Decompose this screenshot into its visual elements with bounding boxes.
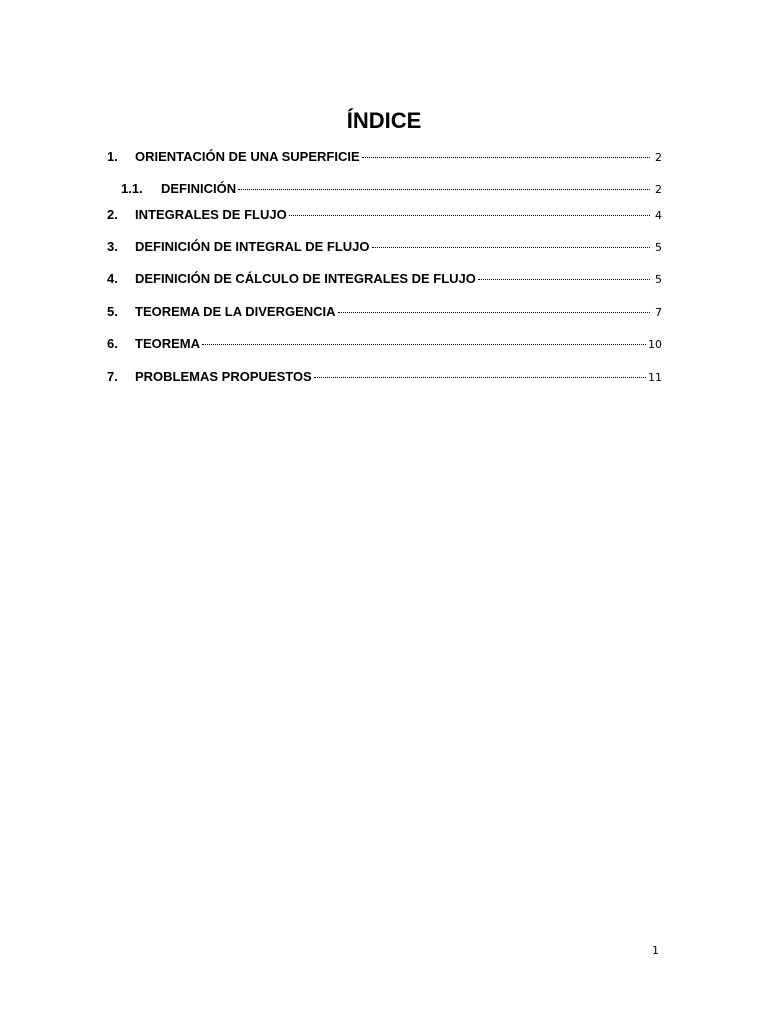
toc-dot-leader — [238, 175, 650, 190]
toc-entry-page: 7 — [655, 306, 662, 319]
toc-entry-number: 5. — [107, 304, 118, 319]
toc-entry-1-1[interactable] — [121, 178, 662, 196]
toc-entry-title: TEOREMA DE LA DIVERGENCIA — [135, 304, 336, 319]
toc-entry-title: DEFINICIÓN DE CÁLCULO DE INTEGRALES DE FLUJO — [135, 271, 476, 286]
toc-entry-title: DEFINICIÓN DE INTEGRAL DE FLUJO — [135, 239, 370, 254]
toc-entry-number: 2. — [107, 207, 118, 222]
toc-entry-2[interactable] — [107, 204, 662, 222]
toc-dot-leader — [338, 298, 650, 313]
toc-entry-1[interactable] — [107, 146, 662, 164]
toc-entry-page: 5 — [655, 241, 662, 254]
page-number: 1 — [652, 944, 659, 957]
toc-entry-title: INTEGRALES DE FLUJO — [135, 207, 287, 222]
toc-entry-4[interactable] — [107, 268, 662, 286]
page-title: ÍNDICE — [346, 108, 422, 133]
toc-entry-page: 2 — [655, 183, 662, 196]
toc-entry-page: 2 — [655, 151, 662, 164]
toc-entry-number: 7. — [107, 369, 118, 384]
toc-entry-number: 1. — [107, 149, 118, 164]
toc-entry-title: ORIENTACIÓN DE UNA SUPERFICIE — [135, 149, 360, 164]
toc-entry-number: 4. — [107, 271, 118, 286]
toc-entry-number: 6. — [107, 336, 118, 351]
toc-entry-page: 5 — [655, 273, 662, 286]
toc-dot-leader — [202, 330, 646, 345]
toc-entry-7[interactable] — [107, 366, 662, 384]
toc-entry-title: DEFINICIÓN — [161, 181, 237, 196]
toc-dot-leader — [372, 233, 651, 248]
toc-entry-page: 10 — [648, 338, 662, 351]
toc-dot-leader — [362, 143, 650, 158]
toc-entry-title: PROBLEMAS PROPUESTOS — [135, 369, 312, 384]
toc-entry-page: 4 — [655, 209, 662, 222]
toc-entry-number: 3. — [107, 239, 118, 254]
toc-dot-leader — [289, 201, 650, 216]
toc-dot-leader — [314, 363, 646, 378]
toc-entry-5[interactable] — [107, 301, 662, 319]
toc-entry-number: 1.1. — [121, 181, 143, 196]
toc-dot-leader — [478, 265, 650, 280]
toc-entry-6[interactable] — [107, 333, 662, 351]
toc-entry-3[interactable] — [107, 236, 662, 254]
toc-entry-title: TEOREMA — [135, 336, 200, 351]
toc-entry-page: 11 — [648, 371, 662, 384]
